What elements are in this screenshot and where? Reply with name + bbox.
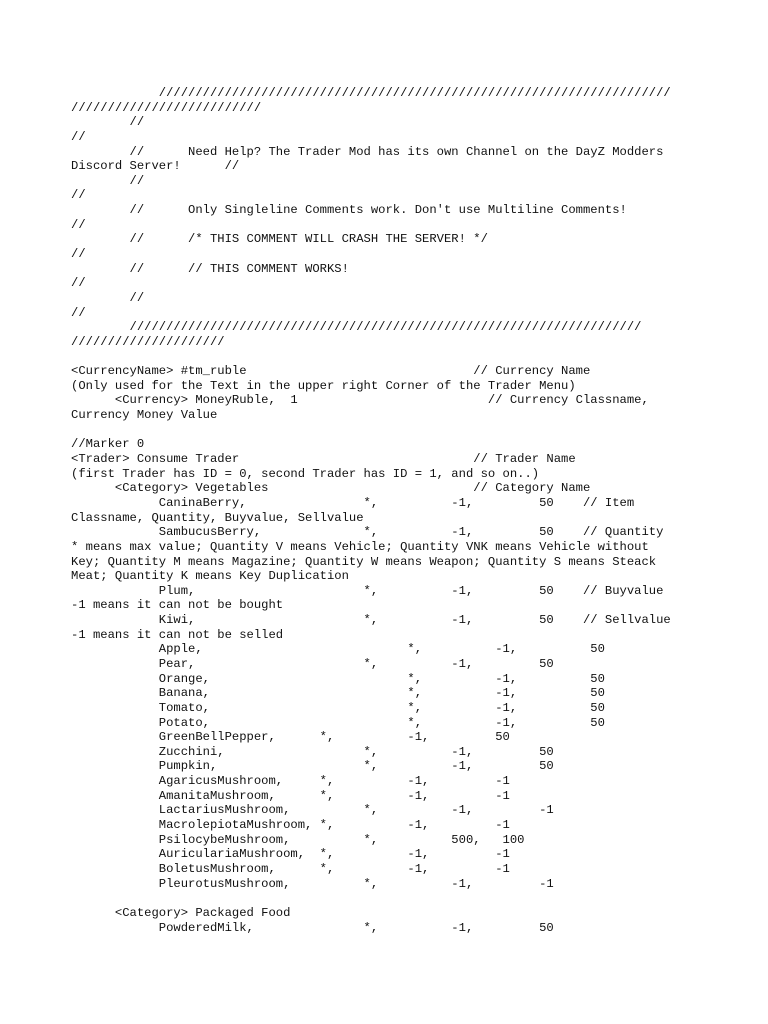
code-line: ////////////////////////// (71, 100, 262, 115)
code-line: //Marker 0 (71, 437, 145, 452)
code-line: ////////////////////////////////////////////////////////////////////// (71, 86, 671, 100)
code-line (71, 350, 711, 365)
code-line: -1 means it can not be bought (71, 598, 284, 613)
code-line: Discord Server! // (71, 159, 240, 174)
code-line: Pumpkin, *, -1, 50 (71, 759, 554, 774)
code-line: // (71, 115, 145, 130)
code-line: // // THIS COMMENT WORKS! (71, 261, 349, 276)
code-line: CaninaBerry, *, -1, 50 // Item (71, 495, 635, 510)
code-line: Pear, *, -1, 50 (71, 656, 554, 671)
code-line: // (71, 129, 86, 144)
code-line: BoletusMushroom, *, -1, -1 (71, 861, 510, 876)
code-line: <Category> Vegetables // Category Name (71, 481, 591, 496)
code-line: Key; Quantity M means Magazine; Quantity W means Weapon; Quantity S means Steack (71, 554, 657, 569)
document-page (71, 86, 711, 1006)
code-line: (Only used for the Text in the upper right Corner of the Trader Menu) (71, 378, 576, 393)
code-line: Potato, *, -1, 50 (71, 715, 605, 730)
code-line: // (71, 173, 145, 188)
code-line: PsilocybeMushroom, *, 500, 100 (71, 832, 525, 847)
code-line: // (71, 247, 86, 262)
code-line: Tomato, *, -1, 50 (71, 700, 605, 715)
code-line: Orange, *, -1, 50 (71, 671, 605, 686)
code-line: // (71, 305, 86, 320)
code-line (71, 891, 711, 906)
code-line: Banana, *, -1, 50 (71, 686, 605, 701)
code-line: // (71, 188, 86, 203)
code-line: ///////////////////// (71, 334, 225, 349)
code-line: <Trader> Consume Trader // Trader Name (71, 452, 576, 467)
code-line: (first Trader has ID = 0, second Trader has ID = 1, and so on..) (71, 466, 540, 481)
code-line: LactariusMushroom, *, -1, -1 (71, 803, 554, 818)
code-line: AuriculariaMushroom, *, -1, -1 (71, 847, 510, 862)
code-text-block (71, 86, 711, 935)
code-line (71, 423, 711, 438)
code-line: AmanitaMushroom, *, -1, -1 (71, 788, 510, 803)
code-line: <Category> Packaged Food (71, 905, 291, 920)
code-line: // (71, 276, 86, 291)
code-line: -1 means it can not be selled (71, 627, 284, 642)
code-line: Plum, *, -1, 50 // Buyvalue (71, 583, 664, 598)
code-line: Currency Money Value (71, 408, 218, 423)
code-line: <CurrencyName> #tm_ruble // Currency Name (71, 364, 591, 379)
code-line: Classname, Quantity, Buyvalue, Sellvalue (71, 510, 364, 525)
code-line: // /* THIS COMMENT WILL CRASH THE SERVER! */ (71, 232, 488, 247)
code-line: * means max value; Quantity V means Vehicle; Quantity VNK means Vehicle without (71, 539, 649, 554)
code-line: Meat; Quantity K means Key Duplication (71, 569, 349, 584)
code-line: // (71, 290, 145, 305)
code-line: MacrolepiotaMushroom, *, -1, -1 (71, 818, 510, 833)
code-line: PleurotusMushroom, *, -1, -1 (71, 876, 554, 891)
code-line: // (71, 217, 86, 232)
code-line: // Need Help? The Trader Mod has its own Channel on the DayZ Modders (71, 144, 664, 159)
code-line: Zucchini, *, -1, 50 (71, 744, 554, 759)
code-line: Apple, *, -1, 50 (71, 642, 605, 657)
code-line: AgaricusMushroom, *, -1, -1 (71, 774, 510, 789)
code-line: <Currency> MoneyRuble, 1 // Currency Classname, (71, 393, 649, 408)
code-line: ////////////////////////////////////////////////////////////////////// (71, 320, 642, 335)
code-line: Kiwi, *, -1, 50 // Sellvalue (71, 613, 671, 628)
code-line: GreenBellPepper, *, -1, 50 (71, 730, 510, 745)
code-line: // Only Singleline Comments work. Don't use Multiline Comments! (71, 203, 627, 218)
code-line: PowderedMilk, *, -1, 50 (71, 920, 554, 935)
code-line: SambucusBerry, *, -1, 50 // Quantity (71, 525, 664, 540)
